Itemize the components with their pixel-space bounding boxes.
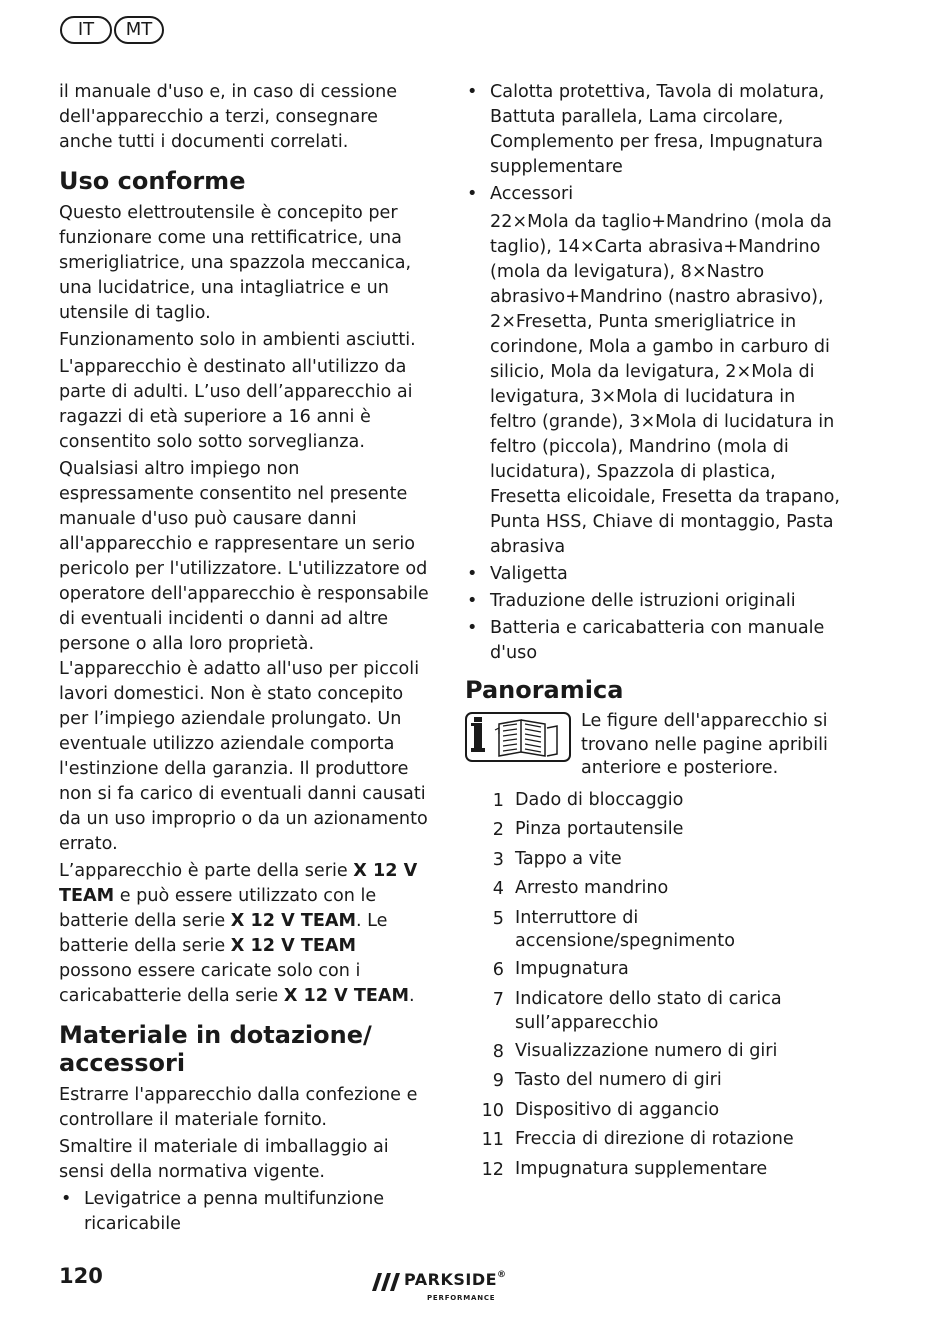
list-item — [465, 1099, 845, 1124]
series-text-c: . Le batterie della serie — [59, 911, 388, 956]
list-item — [465, 988, 845, 1035]
part-label: Tasto del numero di giri — [515, 1070, 722, 1091]
list-item — [465, 1128, 845, 1153]
list-item — [465, 958, 845, 983]
part-number: 5 — [492, 908, 504, 929]
paragraph-uso-2: Funzionamento solo in ambienti asciutti. — [59, 330, 416, 350]
list-item — [465, 1158, 845, 1183]
part-number: 4 — [492, 879, 504, 900]
logo-main-text: PARKSIDE — [404, 1270, 498, 1289]
accessori-detail: 22×Mola da taglio+Mandrino (mola da taglio), 14×Carta abrasiva+Mandrino (mola da levigatura), 8×Nastro abrasivo+Mandrino (nastro abrasivo), 2×Fresetta, Punta smerigliatrice in corindone, Mola a gambo in carburo di silicio, Mola da levigatura, 2×Mola di levigatura, 3×Mola di lucidatura in feltro (grande), 3×Mola di lucidatura in feltro (piccola), Mandrino (mola di lucidatura), Spazzola di plastica, Fresetta elicoidale, Fresetta da trapano, Punta HSS, Chiave di montaggio, Pasta abrasiva — [490, 212, 841, 557]
part-label: Pinza portautensile — [515, 819, 684, 840]
list-item — [465, 562, 845, 587]
lang-badge-mt: MT — [114, 16, 164, 44]
part-number: 6 — [492, 960, 504, 981]
part-number: 3 — [492, 849, 504, 870]
bullet-dot: • — [467, 82, 478, 102]
paragraph-mat-2: Smaltire il materiale di imballaggio ai sensi della normativa vigente. — [59, 1137, 389, 1182]
lang-badge-it: IT — [60, 16, 112, 44]
part-number: 7 — [492, 990, 504, 1011]
part-label: Freccia di direzione di rotazione — [515, 1129, 794, 1150]
part-label: Arresto mandrino — [515, 878, 669, 899]
list-item — [465, 907, 845, 954]
series-text-e: . — [409, 986, 415, 1006]
part-label: Indicatore dello stato di carica sull’apparecchio — [515, 989, 782, 1033]
list-item-text: Calotta protettiva, Tavola di molatura, Battuta parallela, Lama circolare, Complemento per fresa, Impugnatura supplementare — [490, 82, 825, 177]
part-label: Dado di bloccaggio — [515, 789, 684, 810]
bullet-dot: • — [467, 618, 478, 638]
part-label: Tappo a vite — [515, 848, 622, 869]
series-name-2: X 12 V TEAM — [230, 911, 356, 931]
series-name-1: X 12 V TEAM — [59, 861, 418, 906]
heading-materiale: Materiale in dotazione/ accessori — [59, 1021, 372, 1077]
intro-paragraph: il manuale d'uso e, in caso di cessione dell'apparecchio a terzi, consegnare anche tutti i documenti correlati. — [59, 82, 398, 152]
overview-text: Le figure dell'apparecchio si trovano nelle pagine apribili anteriore e posteriore. — [581, 711, 828, 778]
list-item — [465, 616, 845, 666]
part-number: 11 — [481, 1130, 504, 1151]
part-number: 9 — [492, 1071, 504, 1092]
part-label: Interruttore di accensione/spegnimento — [515, 907, 735, 952]
part-label: Impugnatura — [515, 959, 629, 980]
overview-note — [465, 710, 845, 781]
series-name-4: X 12 V TEAM — [283, 986, 409, 1006]
paragraph-mat-1: Estrarre l'apparecchio dalla confezione e controllare il materiale fornito. — [59, 1085, 418, 1130]
paragraph-uso-3: L'apparecchio è destinato all'utilizzo da parte di adulti. L’uso dell’apparecchio ai ragazzi di età superiore a 16 anni è consentito solo sotto sorveglianza. — [59, 357, 413, 452]
parkside-logo — [372, 1272, 522, 1308]
list-item-text: Traduzione delle istruzioni originali — [490, 591, 796, 611]
list-item-text: Valigetta — [490, 564, 568, 584]
part-number: 2 — [492, 820, 504, 841]
list-item-text: Levigatrice a penna multifunzione ricaricabile — [84, 1189, 385, 1234]
logo-registered: ® — [497, 1270, 507, 1280]
list-item — [465, 1069, 845, 1094]
list-item — [465, 789, 845, 814]
part-label: Visualizzazione numero di giri — [515, 1040, 778, 1061]
part-number: 12 — [481, 1160, 504, 1181]
list-item — [465, 589, 845, 614]
list-item — [59, 1187, 434, 1237]
list-item — [465, 80, 845, 180]
logo-slashes-icon — [372, 1273, 402, 1291]
list-item — [465, 818, 845, 843]
list-item — [465, 1040, 845, 1065]
list-item — [465, 182, 845, 560]
heading-panoramica: Panoramica — [465, 676, 624, 704]
logo-wordmark — [404, 1270, 507, 1289]
left-column — [59, 80, 434, 1239]
part-label: Dispositivo di aggancio — [515, 1099, 720, 1120]
bullet-dot: • — [467, 564, 478, 584]
bullet-dot: • — [467, 591, 478, 611]
part-label: Impugnatura supplementare — [515, 1159, 768, 1180]
paragraph-uso-1: Questo elettroutensile è concepito per funzionare come una rettificatrice, una smerigliatrice, una spazzola meccanica, una lucidatrice, una intagliatrice e un utensile di taglio. — [59, 203, 412, 323]
series-text-a: L’apparecchio è parte della serie — [59, 861, 354, 881]
series-text-b: e può essere utilizzato con le batterie della serie — [59, 886, 377, 931]
info-manual-icon — [465, 712, 571, 762]
list-item-text: Batteria e caricabatteria con manuale d'uso — [490, 618, 825, 663]
paragraph-uso-4: Qualsiasi altro impiego non espressamente consentito nel presente manuale d'uso può causare danni all'apparecchio e rappresentare un serio pericolo per l'utilizzatore. L'utilizzatore od operatore dell'apparecchio è responsabile di eventuali incidenti o danni ad altre persone o alla loro proprietà. L'apparecchio è adatto all'uso per piccoli lavori domestici. Non è stato concepito per l’impiego aziendale prolungato. Un eventuale utilizzo aziendale comporta l'estinzione della garanzia. Il produttore non si fa carico di eventuali danni causati da un uso improprio o da un azionamento errato. — [59, 459, 429, 854]
logo-subtitle: PERFORMANCE — [427, 1294, 496, 1302]
paragraph-series — [59, 859, 434, 1009]
right-column — [465, 80, 845, 1188]
bullet-dot: • — [61, 1189, 72, 1209]
list-item — [465, 848, 845, 873]
part-number: 10 — [481, 1100, 504, 1121]
list-item-text: Accessori — [490, 184, 574, 204]
page-number: 120 — [59, 1264, 103, 1288]
part-number: 8 — [492, 1041, 504, 1062]
list-item — [465, 877, 845, 902]
series-text-d: possono essere caricate solo con i caricabatterie della serie — [59, 961, 361, 1006]
heading-uso-conforme: Uso conforme — [59, 167, 246, 195]
parts-list — [465, 789, 845, 1184]
series-name-3: X 12 V TEAM — [230, 936, 356, 956]
bullet-dot: • — [467, 184, 478, 204]
part-number: 1 — [492, 790, 504, 811]
